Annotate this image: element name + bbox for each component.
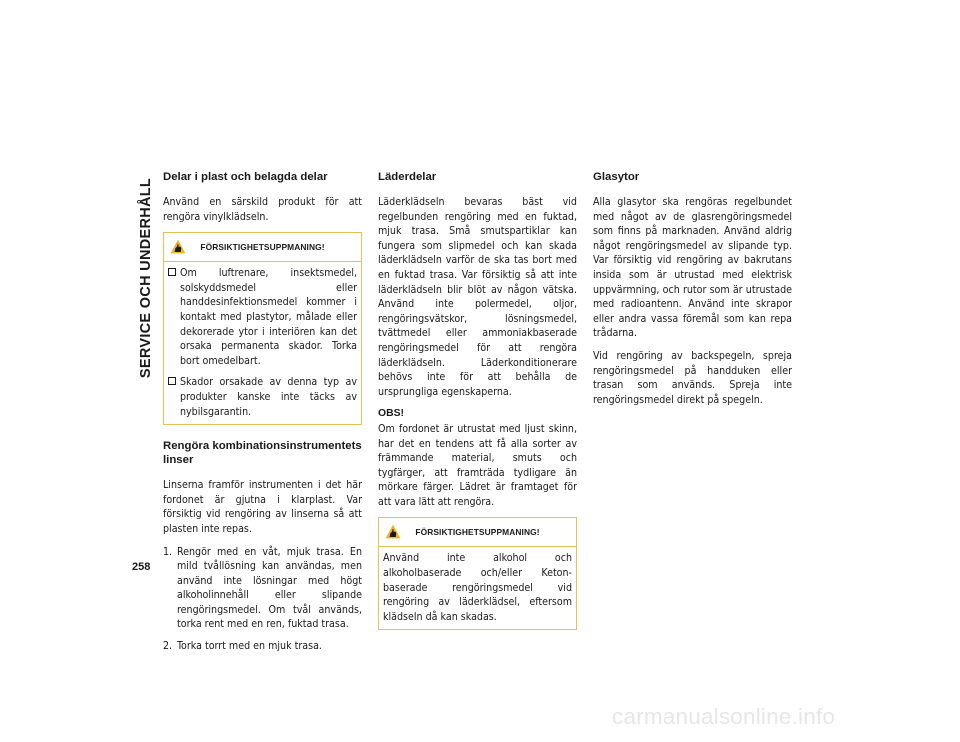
- caution-text: Använd inte alkohol och alkoholbaserade och/eller Keton-baserade rengöringsmedel vid rengöring av läderklädsel, eftersom klädseln då kan skadas.: [383, 552, 572, 623]
- page-number: 258: [132, 561, 151, 573]
- heading-glass: Glasytor: [593, 171, 640, 183]
- caution-header: [164, 233, 361, 262]
- section-tab: [136, 172, 156, 384]
- step-text: Rengör med en våt, mjuk trasa. En mild tvållösning kan användas, men använd inte lösningar med högt alkoholinnehåll eller slipande rengöringsmedel. Om tvål används, torka rent med en ren, fuktad trasa.: [177, 545, 362, 631]
- caution-title: FÖRSIKTIGHETSUPPMANING!: [200, 241, 325, 252]
- paragraph-vinyl: Använd en särskild produkt för att rengöra vinylklädseln.: [163, 196, 362, 223]
- caution-hand-icon: [170, 239, 186, 254]
- note-label: OBS!: [378, 408, 404, 420]
- note-text: Om fordonet är utrustat med ljust skinn, har det en tendens att få alla sorter av främmande material, smuts och tygfärger, att framträda tydligare än mörkare färger. Lädret är framtaget för att vara lätt att rengöra.: [378, 422, 577, 508]
- heading-cluster-lenses: Rengöra kombinationsinstrumentets linser: [163, 440, 362, 467]
- caution-item: [168, 375, 357, 419]
- section-tab-label: SERVICE OCH UNDERHÅLL: [138, 177, 155, 379]
- paragraph-leather: Läderklädseln bevaras bäst vid regelbunden rengöring med en fuktad, mjuk trasa. Små smutspartiklar kan fungera som slipmedel och kan skada läderklädseln varför de ska tas bort med en fuktad trasa. Var försiktig så att inte läderklädseln blir blöt av någon vätska. Använd inte polermedel, oljor, rengöringsvätskor, lösningsmedel, tvättmedel eller ammoniakbaserade rengöringsmedel för att rengöra läderklädseln. Läderkonditionerare behövs inte för att behålla de ursprungliga egenskaperna.: [378, 196, 577, 398]
- caution-item: [168, 266, 357, 368]
- caution-box: [378, 517, 577, 630]
- paragraph-mirror: Vid rengöring av backspegeln, spreja rengöringsmedel på handduken eller trasan som används. Spreja inte rengöringsmedel direkt på spegeln.: [593, 349, 792, 406]
- paragraph-glass: Alla glasytor ska rengöras regelbundet med något av de glasrengöringsmedel som finns på marknaden. Använd aldrig något rengöringsmedel av slipande typ. Var försiktig vid rengöring av bakrutans insida som är utrustad med elektrisk uppvärmning, och rutor som är utrustade med radioantenn. Använd inte skrapor eller andra vassa föremål som kan repa trådarna.: [593, 196, 792, 340]
- column-2: [378, 170, 577, 644]
- heading-plastic-parts: Delar i plast och belagda delar: [163, 171, 328, 183]
- column-1: [163, 170, 362, 661]
- square-bullet-icon: [168, 266, 180, 368]
- caution-box: [163, 232, 362, 425]
- caution-hand-icon: [385, 524, 401, 539]
- caution-header: [379, 518, 576, 547]
- caution-body: [379, 547, 576, 629]
- paragraph-lenses: Linserna framför instrumenten i det här fordonet är gjutna i klarplast. Var försiktig vid rengöring av linserna så att plasten inte repas.: [163, 479, 362, 535]
- caution-title: FÖRSIKTIGHETSUPPMANING!: [415, 527, 540, 538]
- step-number: 1.: [163, 545, 173, 558]
- caution-item-text: Skador orsakade av denna typ av produkter kanske inte täcks av nybilsgarantin.: [180, 376, 357, 418]
- step-number: 2.: [163, 640, 173, 653]
- list-item: [163, 545, 362, 633]
- step-text: Torka torrt med en mjuk trasa.: [177, 640, 322, 653]
- caution-body: [164, 262, 361, 424]
- caution-item-text: Om luftrenare, insektsmedel, solskyddsmedel eller handdesinfektionsmedel kommer i kontakt med plastytor, målade eller dekorerade ytor i interiören kan det orsaka permanenta skador. Torka bort omedelbart.: [180, 267, 357, 367]
- square-bullet-icon: [168, 375, 180, 419]
- heading-leather: Läderdelar: [378, 171, 437, 183]
- footer-watermark: carmanualsonline.info: [612, 704, 836, 729]
- list-item: [163, 639, 362, 654]
- column-3: [593, 170, 792, 415]
